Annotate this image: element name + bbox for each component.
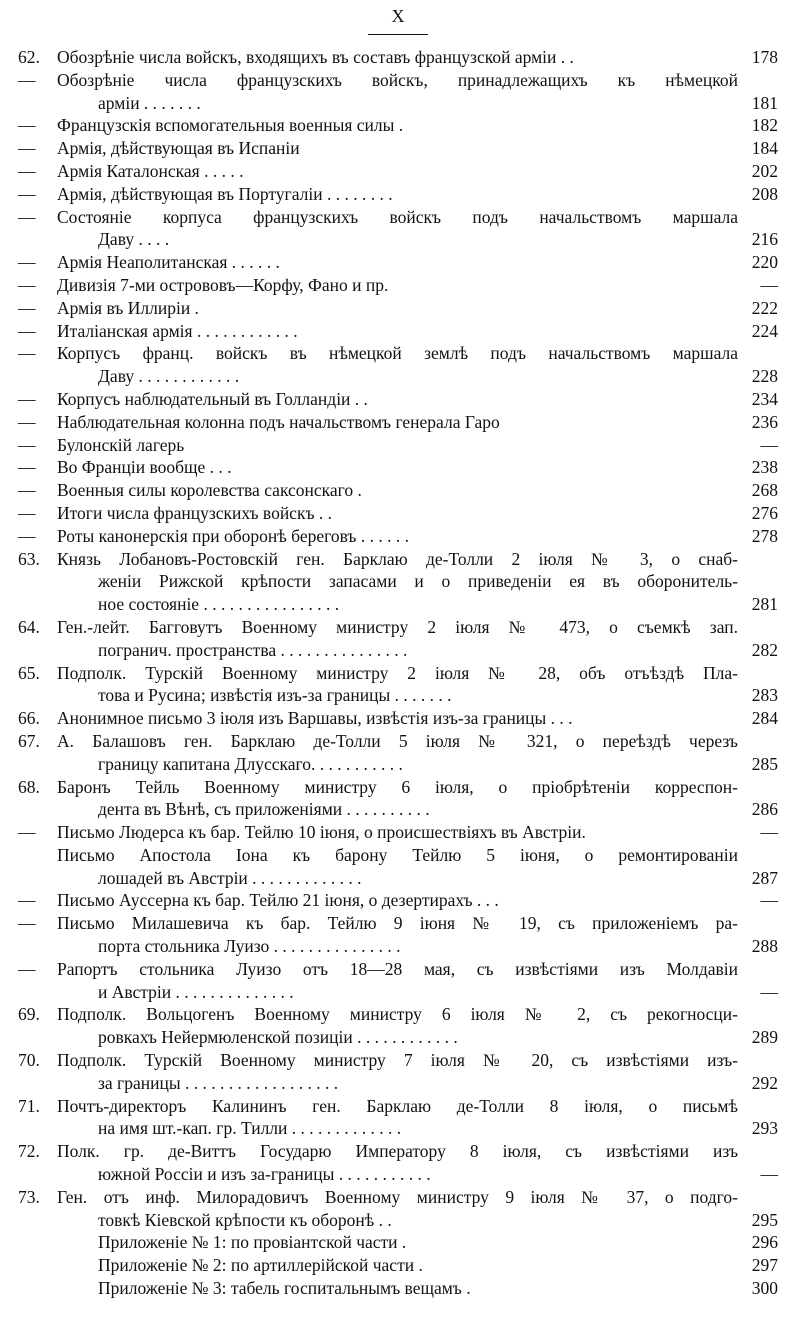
entry-text: ное состояніе . . . . . . . . . . . . . . . .	[98, 594, 340, 615]
toc-entry-line	[0, 958, 796, 981]
page-number: 220	[751, 252, 778, 273]
entry-number: —	[18, 343, 36, 364]
page-number: —	[760, 981, 778, 1002]
entry-number: —	[18, 388, 36, 409]
entry-text: Роты канонерскія при оборонѣ береговъ . . . . . .	[57, 525, 409, 546]
toc-entry-line	[0, 1117, 796, 1140]
toc-entry-line	[0, 342, 796, 365]
entry-number: 69.	[18, 1004, 40, 1025]
page-number: 268	[751, 480, 778, 501]
entry-text: Почтъ-директоръ Калининъ ген. Барклаю де-Толли 8 іюля, о письмѣ	[57, 1095, 738, 1116]
toc-entry-line	[0, 1003, 796, 1026]
folio-rule	[368, 34, 428, 35]
entry-number: —	[18, 297, 36, 318]
toc-entry-line	[0, 137, 796, 160]
toc-entry-line	[0, 844, 796, 867]
entry-text: Приложеніе № 2: по артиллерійской части .	[98, 1255, 423, 1276]
toc-entry-line	[0, 616, 796, 639]
entry-number: —	[18, 160, 36, 181]
page-number: —	[760, 434, 778, 455]
entry-text: Баронъ Тейль Военному министру 6 іюля, о пріобрѣтеніи корреспон-	[57, 776, 738, 797]
entry-text: Итоги числа французскихъ войскъ . .	[57, 502, 333, 523]
entry-number: —	[18, 890, 36, 911]
entry-number: —	[18, 320, 36, 341]
entry-text: Подполк. Турскій Военному министру 7 іюля № 20, съ извѣстіями изъ-	[57, 1050, 738, 1071]
entry-text: Ген. отъ инф. Милорадовичъ Военному министру 9 іюля № 37, о подго-	[57, 1186, 738, 1207]
toc-entry-line	[0, 365, 796, 388]
page-number: —	[760, 1164, 778, 1185]
entry-text: Военныя силы королевства саксонскаго .	[57, 480, 362, 501]
page-number: —	[760, 822, 778, 843]
entry-number: 68.	[18, 776, 40, 797]
entry-text: на имя шт.-кап. гр. Тилли . . . . . . . . . . . . .	[98, 1118, 402, 1139]
entry-text: Анонимное письмо 3 іюля изъ Варшавы, извѣстія изъ-за границы . . .	[57, 708, 573, 729]
entry-text: арміи . . . . . . .	[98, 92, 201, 113]
toc-entry-line	[0, 1231, 796, 1254]
page-number: 238	[751, 457, 778, 478]
page-number: 208	[751, 183, 778, 204]
entry-text: погранич. пространства . . . . . . . . . . . . . . .	[98, 639, 408, 660]
page-number: 288	[751, 936, 778, 957]
entry-text: А. Балашовъ ген. Барклаю де-Толли 5 іюля № 321, о переѣздѣ черезъ	[57, 730, 738, 751]
toc-entry-line	[0, 434, 796, 457]
entry-number: —	[18, 457, 36, 478]
toc-entry-line	[0, 1277, 796, 1300]
page-number: 222	[751, 297, 778, 318]
page-number: 292	[751, 1072, 778, 1093]
entry-number: 71.	[18, 1095, 40, 1116]
toc-entry-line	[0, 160, 796, 183]
toc-entry-line	[0, 570, 796, 593]
toc-entry-line	[0, 114, 796, 137]
entry-text: Письмо Милашевича къ бар. Тейлю 9 іюня № 19, съ приложеніемъ ра-	[57, 913, 738, 934]
toc-entry-line	[0, 479, 796, 502]
toc-entry-line	[0, 593, 796, 616]
toc-entry-line	[0, 297, 796, 320]
toc-entry-line	[0, 662, 796, 685]
toc-entry-line	[0, 1254, 796, 1277]
toc-entry-line	[0, 92, 796, 115]
page-number: 297	[751, 1255, 778, 1276]
entry-number: —	[18, 138, 36, 159]
page-number: 287	[751, 867, 778, 888]
page-number: 289	[751, 1027, 778, 1048]
entry-text: Корпусъ франц. войскъ въ нѣмецкой землѣ подъ начальствомъ маршала	[57, 343, 738, 364]
toc-entry-line	[0, 1026, 796, 1049]
entry-text: южной Россіи и изъ за-границы . . . . . . . . . . .	[98, 1164, 431, 1185]
entry-text: Италіанская армія . . . . . . . . . . . .	[57, 320, 298, 341]
page-number: —	[760, 274, 778, 295]
toc-entry-line	[0, 1140, 796, 1163]
page-number: 202	[751, 160, 778, 181]
entry-text: ровкахъ Нейермюленской позиціи . . . . . . . . . . . .	[98, 1027, 458, 1048]
entry-number: 65.	[18, 662, 40, 683]
toc-entry-line	[0, 1209, 796, 1232]
toc-entry-line	[0, 274, 796, 297]
entry-text: Состояніе корпуса французскихъ войскъ подъ начальствомъ маршала	[57, 206, 738, 227]
entry-number: —	[18, 252, 36, 273]
toc-entry-line	[0, 548, 796, 571]
table-of-contents	[0, 46, 796, 1300]
toc-entry-line	[0, 639, 796, 662]
toc-entry-line	[0, 889, 796, 912]
page-number: 228	[751, 366, 778, 387]
entry-text: Рапортъ стольника Луизо отъ 18—28 мая, съ извѣстіями изъ Молдавіи	[57, 958, 738, 979]
entry-text: Обозрѣніе числа французскихъ войскъ, принадлежащихъ къ нѣмецкой	[57, 69, 738, 90]
entry-text: Приложеніе № 1: по провіантской части .	[98, 1232, 407, 1253]
page-number: 182	[751, 115, 778, 136]
toc-entry-line	[0, 798, 796, 821]
entry-text: Во Франціи вообще . . .	[57, 457, 232, 478]
toc-entry-line	[0, 525, 796, 548]
entry-number: 62.	[18, 47, 40, 67]
toc-entry-line	[0, 46, 796, 69]
page-folio: X	[391, 6, 405, 26]
entry-text: Приложеніе № 3: табель госпитальнымъ вещамъ .	[98, 1278, 471, 1299]
entry-text: товкѣ Кіевской крѣпости къ оборонѣ . .	[98, 1209, 392, 1230]
toc-entry-line	[0, 912, 796, 935]
entry-number: —	[18, 480, 36, 501]
toc-entry-line	[0, 1163, 796, 1186]
toc-entry-line	[0, 753, 796, 776]
entry-number: 63.	[18, 548, 40, 569]
entry-text: Даву . . . . . . . . . . . .	[98, 366, 240, 387]
page-number: 283	[751, 685, 778, 706]
entry-text: границу капитана Длусскаго. . . . . . . . . . .	[98, 753, 403, 774]
entry-number: —	[18, 411, 36, 432]
entry-text: Булонскій лагерь	[57, 434, 185, 455]
page-number: 285	[751, 753, 778, 774]
toc-entry-line	[0, 821, 796, 844]
entry-number: 70.	[18, 1050, 40, 1071]
entry-text: Армія въ Иллиріи .	[57, 297, 199, 318]
entry-number: —	[18, 958, 36, 979]
page-number: 184	[751, 138, 778, 159]
toc-entry-line	[0, 867, 796, 890]
entry-text: Армія Каталонская . . . . .	[57, 160, 244, 181]
toc-entry-line	[0, 981, 796, 1004]
toc-entry-line	[0, 730, 796, 753]
toc-entry-line	[0, 228, 796, 251]
page-number: 278	[751, 525, 778, 546]
toc-entry-line	[0, 707, 796, 730]
entry-text: Обозрѣніе числа войскъ, входящихъ въ составъ французской арміи . .	[57, 47, 574, 67]
entry-number: —	[18, 502, 36, 523]
entry-text: Армія Неаполитанская . . . . . .	[57, 252, 280, 273]
page-number: 286	[751, 799, 778, 820]
entry-number: —	[18, 183, 36, 204]
entry-text: порта стольника Луизо . . . . . . . . . . . . . . .	[98, 936, 401, 957]
entry-text: Подполк. Турскій Военному министру 2 іюля № 28, объ отъѣздѣ Пла-	[57, 662, 738, 683]
entry-text: Письмо Апостола Іона къ барону Тейлю 5 іюня, о ремонтированіи	[57, 844, 738, 865]
entry-text: Армія, дѣйствующая въ Испаніи	[57, 138, 300, 159]
entry-number: 64.	[18, 616, 40, 637]
toc-entry-line	[0, 1049, 796, 1072]
page-number: 293	[751, 1118, 778, 1139]
toc-entry-line	[0, 935, 796, 958]
toc-entry-line	[0, 411, 796, 434]
toc-entry-line	[0, 206, 796, 229]
entry-text: Корпусъ наблюдательный въ Голландіи . .	[57, 388, 368, 409]
entry-number: —	[18, 274, 36, 295]
page-number: 178	[751, 47, 778, 67]
entry-number: —	[18, 434, 36, 455]
entry-text: Письмо Ауссерна къ бар. Тейлю 21 іюня, о дезертирахъ . . .	[57, 890, 499, 911]
page-number: 216	[751, 229, 778, 250]
page-number: 300	[751, 1278, 778, 1299]
toc-entry-line	[0, 684, 796, 707]
entry-number: —	[18, 69, 36, 90]
page-number: 276	[751, 502, 778, 523]
page-number: 281	[751, 594, 778, 615]
toc-entry-line	[0, 69, 796, 92]
entry-number: 72.	[18, 1141, 40, 1162]
page-number: 295	[751, 1209, 778, 1230]
entry-number: —	[18, 913, 36, 934]
entry-number: —	[18, 206, 36, 227]
toc-entry-line	[0, 1095, 796, 1118]
page-number: 282	[751, 639, 778, 660]
entry-text: Даву . . . .	[98, 229, 170, 250]
toc-entry-line	[0, 251, 796, 274]
entry-text: Армія, дѣйствующая въ Португаліи . . . . . . . .	[57, 183, 393, 204]
toc-entry-line	[0, 388, 796, 411]
toc-entry-line	[0, 1072, 796, 1095]
page-number: —	[760, 890, 778, 911]
entry-text: Письмо Людерса къ бар. Тейлю 10 іюня, о происшествіяхъ въ Австріи.	[57, 822, 586, 843]
entry-text: Ген.-лейт. Багговутъ Военному министру 2 іюля № 473, о съемкѣ зап.	[57, 616, 738, 637]
entry-number: 66.	[18, 708, 40, 729]
page-number: 234	[751, 388, 778, 409]
entry-text: лошадей въ Австріи . . . . . . . . . . . . .	[98, 867, 362, 888]
entry-number: 67.	[18, 730, 40, 751]
entry-number: 73.	[18, 1186, 40, 1207]
toc-entry-line	[0, 183, 796, 206]
entry-text: женіи Рижской крѣпости запасами и о приведеніи ея въ оборонитель-	[98, 571, 738, 592]
entry-text: дента въ Вѣнѣ, съ приложеніями . . . . . . . . . .	[98, 799, 430, 820]
entry-text: това и Русина; извѣстія изъ-за границы . . . . . . .	[98, 685, 452, 706]
entry-number: —	[18, 822, 36, 843]
page-number: 224	[751, 320, 778, 341]
page-number: 284	[751, 708, 778, 729]
toc-entry-line	[0, 502, 796, 525]
entry-number: —	[18, 115, 36, 136]
toc-entry-line	[0, 1186, 796, 1209]
page-number: 236	[751, 411, 778, 432]
page-number: 296	[751, 1232, 778, 1253]
toc-entry-line	[0, 320, 796, 343]
entry-text: Французскія вспомогательныя военныя силы .	[57, 115, 404, 136]
entry-text: Подполк. Вольцогенъ Военному министру 6 іюля № 2, съ рекогносци-	[57, 1004, 738, 1025]
toc-entry-line	[0, 776, 796, 799]
entry-text: Наблюдательная колонна подъ начальствомъ генерала Гаро	[57, 411, 500, 432]
page-number: 181	[751, 92, 778, 113]
entry-text: за границы . . . . . . . . . . . . . . . . . .	[98, 1072, 339, 1093]
entry-text: Князь Лобановъ-Ростовскій ген. Барклаю де-Толли 2 іюля № 3, о снаб-	[57, 548, 738, 569]
entry-number: —	[18, 525, 36, 546]
entry-text: Дивизія 7-ми острововъ—Корфу, Фано и пр.	[57, 274, 389, 295]
toc-entry-line	[0, 456, 796, 479]
entry-text: и Австріи . . . . . . . . . . . . . .	[98, 981, 294, 1002]
entry-text: Полк. гр. де-Виттъ Государю Императору 8 іюля, съ извѣстіями изъ	[57, 1141, 738, 1162]
